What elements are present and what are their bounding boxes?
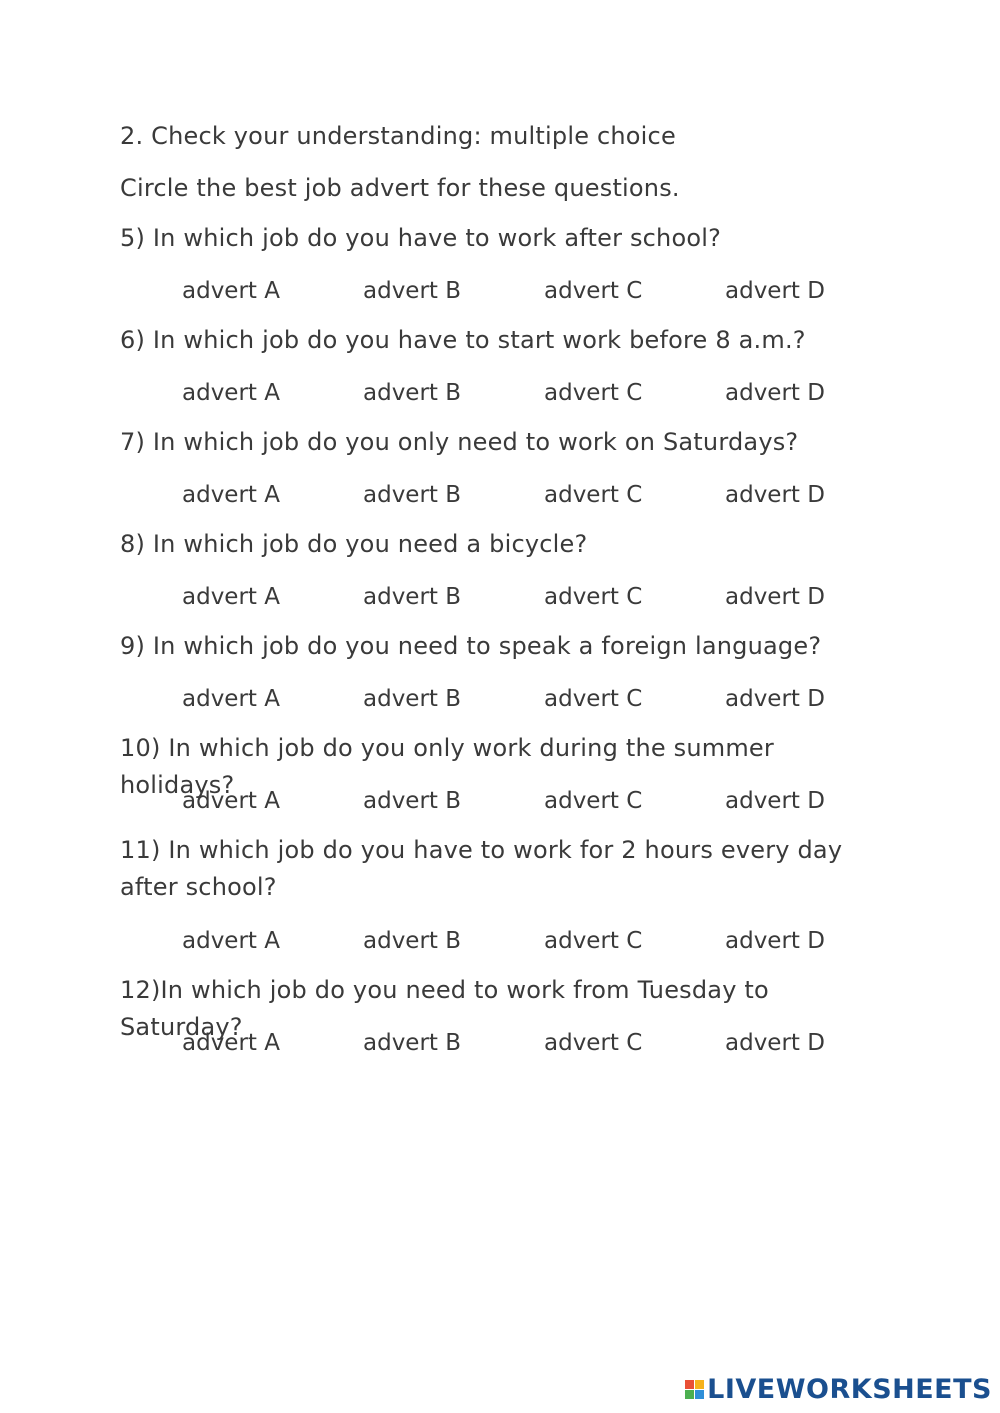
logo-square-green xyxy=(685,1390,694,1399)
option-advert-b[interactable]: advert B xyxy=(363,584,462,610)
option-advert-b[interactable]: advert B xyxy=(363,928,462,954)
option-advert-a[interactable]: advert A xyxy=(182,584,280,610)
option-advert-d[interactable]: advert D xyxy=(725,380,825,406)
option-advert-a[interactable]: advert A xyxy=(182,1030,280,1056)
option-advert-b[interactable]: advert B xyxy=(363,686,462,712)
option-advert-c[interactable]: advert C xyxy=(544,928,643,954)
option-advert-b[interactable]: advert B xyxy=(363,278,462,304)
liveworksheets-brand xyxy=(685,1374,992,1405)
option-advert-c[interactable]: advert C xyxy=(544,584,643,610)
option-advert-d[interactable]: advert D xyxy=(725,482,825,508)
option-advert-d[interactable]: advert D xyxy=(725,1030,825,1056)
liveworksheets-logo-icon xyxy=(685,1380,704,1399)
option-advert-c[interactable]: advert C xyxy=(544,278,643,304)
option-advert-c[interactable]: advert C xyxy=(544,380,643,406)
option-advert-b[interactable]: advert B xyxy=(363,788,462,814)
question-8: 8) In which job do you need a bicycle? xyxy=(120,530,588,558)
liveworksheets-wordmark: LIVEWORKSHEETS xyxy=(707,1374,992,1405)
option-advert-b[interactable]: advert B xyxy=(363,1030,462,1056)
question-11: 11) In which job do you have to work for 2 hours every day after school? xyxy=(120,836,843,901)
question-7: 7) In which job do you only need to work on Saturdays? xyxy=(120,428,799,456)
question-9: 9) In which job do you need to speak a foreign language? xyxy=(120,632,822,660)
option-advert-c[interactable]: advert C xyxy=(544,788,643,814)
question-10: 10) In which job do you only work during the summer holidays? xyxy=(120,734,774,799)
option-advert-d[interactable]: advert D xyxy=(725,928,825,954)
question-5: 5) In which job do you have to work after school? xyxy=(120,224,722,252)
logo-square-blue xyxy=(695,1390,704,1399)
option-advert-a[interactable]: advert A xyxy=(182,278,280,304)
logo-square-yellow xyxy=(695,1380,704,1389)
option-advert-a[interactable]: advert A xyxy=(182,482,280,508)
section-title: 2. Check your understanding: multiple choice xyxy=(120,122,676,150)
option-advert-c[interactable]: advert C xyxy=(544,686,643,712)
question-6: 6) In which job do you have to start work before 8 a.m.? xyxy=(120,326,806,354)
option-advert-c[interactable]: advert C xyxy=(544,482,643,508)
option-advert-a[interactable]: advert A xyxy=(182,928,280,954)
option-advert-a[interactable]: advert A xyxy=(182,686,280,712)
option-advert-a[interactable]: advert A xyxy=(182,788,280,814)
option-advert-d[interactable]: advert D xyxy=(725,788,825,814)
option-advert-a[interactable]: advert A xyxy=(182,380,280,406)
option-advert-c[interactable]: advert C xyxy=(544,1030,643,1056)
option-advert-b[interactable]: advert B xyxy=(363,482,462,508)
question-12: 12)In which job do you need to work from Tuesday to Saturday? xyxy=(120,976,769,1041)
option-advert-b[interactable]: advert B xyxy=(363,380,462,406)
logo-square-red xyxy=(685,1380,694,1389)
option-advert-d[interactable]: advert D xyxy=(725,278,825,304)
option-advert-d[interactable]: advert D xyxy=(725,584,825,610)
option-advert-d[interactable]: advert D xyxy=(725,686,825,712)
instruction: Circle the best job advert for these questions. xyxy=(120,174,680,202)
